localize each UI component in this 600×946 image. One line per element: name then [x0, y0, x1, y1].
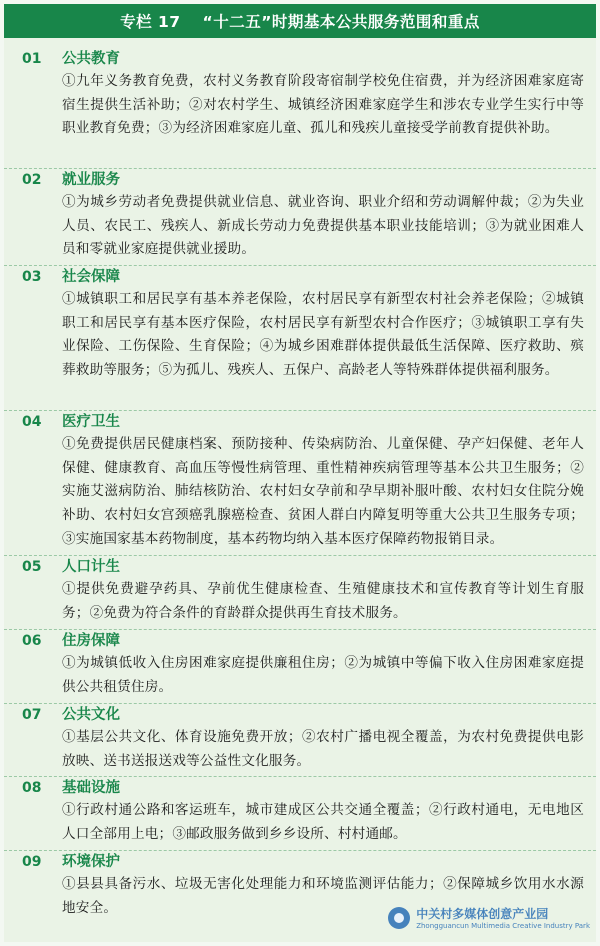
- section-item: [4, 266, 596, 411]
- section-number: 09: [22, 854, 42, 870]
- column-title: “十二五”时期基本公共服务范围和重点: [202, 13, 480, 31]
- section-number: 01: [22, 51, 42, 67]
- section-number: 06: [22, 633, 42, 649]
- section-item: [4, 704, 596, 777]
- watermark: [388, 905, 590, 930]
- section-text: ①城镇职工和居民享有基本养老保险，农村居民享有新型农村社会养老保险；②城镇职工和居民享有基本医疗保险，农村居民享有新型农村合作医疗；③城镇职工享有失业保险、工伤保险、生育保险；④为城乡困难群体提供最低生活保障、医疗救助、殡葬救助等服务；⑤为孤儿、残疾人、五保户、高龄老人等特殊群体提供福利服务。: [62, 291, 584, 379]
- section-item: [4, 411, 596, 556]
- section-number: 03: [22, 269, 42, 285]
- section-item: [4, 556, 596, 630]
- section-number: 04: [22, 414, 42, 430]
- section-number: 02: [22, 172, 42, 188]
- section-text: ①提供免费避孕药具、孕前优生健康检查、生殖健康技术和宣传教育等计划生育服务；②免费为符合条件的育龄群众提供再生育技术服务。: [62, 581, 584, 621]
- section-item: [4, 630, 596, 704]
- section-text: ①为城镇低收入住房困难家庭提供廉租住房；②为城镇中等偏下收入住房困难家庭提供公共租赁住房。: [62, 655, 584, 695]
- section-number: 05: [22, 559, 42, 575]
- section-text: ①为城乡劳动者免费提供就业信息、就业咨询、职业介绍和劳动调解仲裁；②为失业人员、农民工、残疾人、新成长劳动力免费提供基本职业技能培训；③为就业困难人员和零就业家庭提供就业援助。: [62, 194, 584, 258]
- section-text: ①基层公共文化、体育设施免费开放；②农村广播电视全覆盖，为农村免费提供电影放映、送书送报送戏等公益性文化服务。: [62, 729, 584, 769]
- section-item: [4, 48, 596, 169]
- section-title: 就业服务: [62, 172, 120, 188]
- section-title: 医疗卫生: [62, 414, 120, 430]
- watermark-subtext: Zhongguancun Multimedia Creative Industry Park: [416, 922, 590, 930]
- section-title: 公共文化: [62, 707, 120, 723]
- section-title: 社会保障: [62, 269, 120, 285]
- section-list: [4, 48, 596, 923]
- watermark-logo-icon: [388, 907, 410, 929]
- section-title: 住房保障: [62, 633, 120, 649]
- column-box: [4, 4, 596, 942]
- section-number: 08: [22, 780, 42, 796]
- section-text: ①行政村通公路和客运班车，城市建成区公共交通全覆盖；②行政村通电，无电地区人口全部用上电；③邮政服务做到乡乡设所、村村通邮。: [62, 802, 584, 842]
- column-header: [4, 4, 596, 38]
- section-item: [4, 169, 596, 266]
- column-label: 专栏 17: [120, 13, 181, 31]
- section-text: ①九年义务教育免费，农村义务教育阶段寄宿制学校免住宿费，并为经济困难家庭寄宿生提供生活补助；②对农村学生、城镇经济困难家庭学生和涉农专业学生实行中等职业教育免费；③为经济困难家庭儿童、孤儿和残疾儿童接受学前教育提供补助。: [62, 73, 584, 137]
- section-title: 环境保护: [62, 854, 120, 870]
- section-number: 07: [22, 707, 42, 723]
- section-text: ①免费提供居民健康档案、预防接种、传染病防治、儿童保健、孕产妇保健、老年人保健、健康教育、高血压等慢性病管理、重性精神疾病管理等基本公共卫生服务；②实施艾滋病防治、肺结核防治、农村妇女孕前和孕早期补服叶酸、农村妇女住院分娩补助、农村妇女宫颈癌乳腺癌检查、贫困人群白内障复明等重大公共卫生服务专项；③实施国家基本药物制度，基本药物均纳入基本医疗保障药物报销目录。: [62, 436, 584, 547]
- section-title: 基础设施: [62, 780, 120, 796]
- section-item: [4, 777, 596, 851]
- section-title: 公共教育: [62, 51, 120, 67]
- section-title: 人口计生: [62, 559, 120, 575]
- section-text: ①县县具备污水、垃圾无害化处理能力和环境监测评估能力；②保障城乡饮用水水源地安全。: [62, 876, 584, 916]
- watermark-text: 中关村多媒体创意产业园: [416, 907, 549, 921]
